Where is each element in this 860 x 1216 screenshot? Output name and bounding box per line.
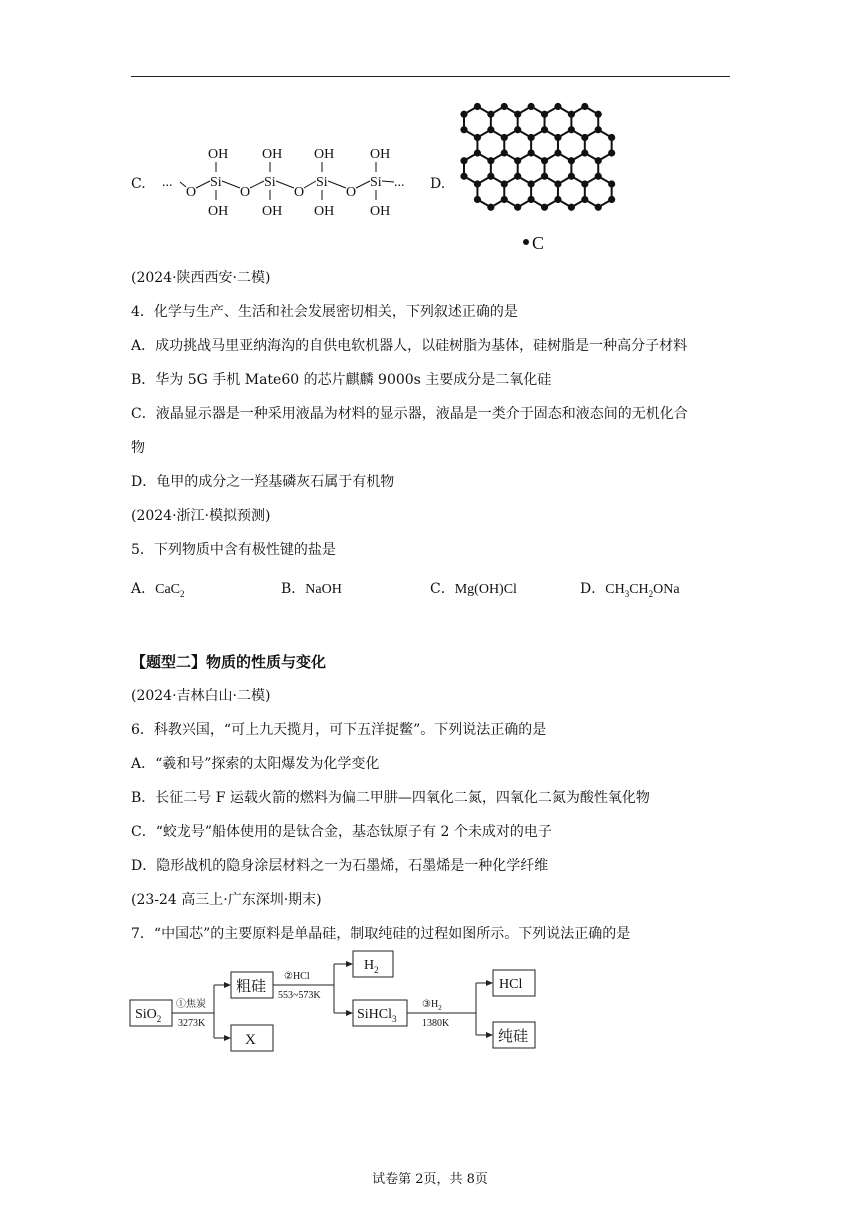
chain-oh-4-bottom: OH (370, 204, 391, 219)
carbon-atom (554, 149, 561, 156)
q6-stem: 6．科教兴国，“可上九天揽月，可下五洋捉鳖”。下列说法正确的是 (131, 722, 547, 738)
carbon-atom (595, 173, 602, 180)
carbon-atom (595, 157, 602, 164)
carbon-atom (608, 196, 615, 203)
carbon-atom (541, 111, 548, 118)
carbon-atom (581, 196, 588, 203)
step3-reagent: $③H_2$ (422, 999, 442, 1012)
chain-o-3: O (294, 185, 305, 200)
carbon-atom (528, 134, 535, 141)
q7-stem: 7．“中国芯”的主要原料是单晶硅，制取纯硅的过程如图所示。下列说法正确的是 (131, 926, 631, 942)
carbon-atom (501, 103, 508, 110)
q5-option-a-formula: CaC$_2$ (155, 582, 185, 599)
q5-option-d-formula: $CH_3CH_2ONa$ (605, 582, 680, 599)
x-label: X (245, 1032, 256, 1048)
carbon-atom (595, 126, 602, 133)
carbon-atom (595, 204, 602, 211)
step2-reagent: ②HCl (284, 971, 310, 982)
carbon-atom (608, 149, 615, 156)
carbon-atom (460, 173, 467, 180)
chain-o-2: O (240, 185, 251, 200)
q5-option-d-label: D． (580, 581, 606, 597)
carbon-atom (528, 103, 535, 110)
chain-si-1: Si (210, 175, 222, 190)
q4-option-a: A．成功挑战马里亚纳海沟的自供电软机器人，以硅树脂为基体，硅树脂是一种高分子材料 (131, 338, 688, 354)
q5-option-c-formula: Mg(OH)Cl (454, 582, 517, 597)
carbon-atom (487, 157, 494, 164)
sihcl3-label: SiHCl$_3$ (357, 1007, 397, 1024)
q5-option-c-label: C． (430, 581, 455, 597)
carbon-atom (514, 204, 521, 211)
q4-source: (2024·陕西西安·二模) (131, 270, 271, 286)
silicon-purification-flowchart (126, 946, 546, 1058)
carbon-atom (541, 157, 548, 164)
q3-option-c-label: C. (131, 176, 146, 192)
carbon-atom (568, 157, 575, 164)
h2-label: $H_2$ (364, 958, 379, 975)
carbon-atom (568, 126, 575, 133)
carbon-atom (487, 204, 494, 211)
carbon-atom (460, 157, 467, 164)
q5-option-a-label: A． (131, 581, 156, 597)
chain-si-4: Si (370, 175, 382, 190)
carbon-atom (501, 149, 508, 156)
q4-option-b: B．华为 5G 手机 Mate60 的芯片麒麟 9000s 主要成分是二氧化硅 (131, 372, 552, 388)
carbon-atom (541, 173, 548, 180)
carbon-atom (581, 149, 588, 156)
carbon-atom (514, 126, 521, 133)
q5-stem: 5．下列物质中含有极性键的盐是 (131, 542, 336, 558)
q6-option-d: D．隐形战机的隐身涂层材料之一为石墨烯，石墨烯是一种化学纤维 (131, 858, 549, 874)
crude-si-label: 粗硅 (236, 979, 267, 995)
page-footer: 试卷第 2页，共 8页 (372, 1172, 488, 1187)
q5-option-d (580, 579, 680, 604)
q5-option-b-label: B． (281, 581, 306, 597)
chain-dots-right: ... (394, 175, 405, 190)
carbon-atom (568, 173, 575, 180)
q6-option-b: B．长征二号 F 运载火箭的燃料为偏二甲肼—四氧化二氮，四氧化二氮为酸性氧化物 (131, 790, 650, 806)
chain-oh-4-top: OH (370, 147, 391, 162)
step2-temperature: 553~573K (278, 990, 321, 1001)
carbon-atom (487, 111, 494, 118)
sio2-label: SiO$_2$ (135, 1007, 162, 1024)
hcl-label: HCl (499, 977, 523, 992)
carbon-atom (581, 180, 588, 187)
chain-o-4: O (346, 185, 357, 200)
chain-o-1: O (186, 185, 197, 200)
carbon-atom (568, 204, 575, 211)
carbon-atom (581, 103, 588, 110)
step1-temperature: 3273K (178, 1018, 206, 1029)
carbon-atom (554, 103, 561, 110)
carbon-legend-dot (523, 239, 529, 245)
carbon-atom (514, 111, 521, 118)
carbon-atom (474, 196, 481, 203)
carbon-atom (501, 180, 508, 187)
chain-oh-2-bottom: OH (262, 204, 283, 219)
header-rule (131, 76, 730, 77)
q4-option-c-line1: C．液晶显示器是一种采用液晶为材料的显示器，液晶是一类介于固态和液态间的无机化合 (131, 406, 688, 422)
chain-si-3: Si (316, 175, 328, 190)
carbon-atom (501, 134, 508, 141)
carbon-atom (528, 149, 535, 156)
q5-option-c (430, 579, 517, 600)
step3-temperature: 1380K (422, 1018, 450, 1029)
q4-stem: 4．化学与生产、生活和社会发展密切相关，下列叙述正确的是 (131, 304, 518, 320)
chain-oh-1-bottom: OH (208, 204, 229, 219)
carbon-atom (554, 196, 561, 203)
carbon-atom (474, 180, 481, 187)
q6-option-a: A．“羲和号”探索的太阳爆发为化学变化 (131, 756, 380, 772)
carbon-atom (474, 134, 481, 141)
carbon-atom (460, 111, 467, 118)
chain-si-2: Si (264, 175, 276, 190)
q5-option-b-formula: NaOH (305, 582, 342, 597)
q7-source: (23-24 高三上·广东深圳·期末) (131, 892, 322, 908)
carbon-atom (541, 204, 548, 211)
carbon-atom (501, 196, 508, 203)
carbon-atom (528, 180, 535, 187)
carbon-atom (460, 126, 467, 133)
carbon-atom (608, 180, 615, 187)
chain-dots-left: ... (162, 175, 173, 190)
carbon-atom (554, 180, 561, 187)
carbon-atom (541, 126, 548, 133)
carbon-atom (595, 111, 602, 118)
carbon-atom (608, 134, 615, 141)
carbon-atom (487, 173, 494, 180)
carbon-atom (474, 149, 481, 156)
pure-si-label: 纯硅 (498, 1029, 529, 1045)
carbon-atom (514, 173, 521, 180)
carbon-atom (487, 126, 494, 133)
q6-option-c: C．“蛟龙号”船体使用的是钛合金，基态钛原子有 2 个未成对的电子 (131, 824, 552, 840)
step1-reagent: ①焦炭 (176, 999, 206, 1010)
chain-oh-2-top: OH (262, 147, 283, 162)
q4-option-c-line2: 物 (131, 440, 145, 456)
carbon-atom (528, 196, 535, 203)
q5-option-a (131, 579, 185, 604)
chain-oh-3-top: OH (314, 147, 335, 162)
carbon-atom (554, 134, 561, 141)
chain-oh-3-bottom: OH (314, 204, 335, 219)
carbon-atom (581, 134, 588, 141)
silicone-chain-structure (158, 138, 418, 226)
carbon-atom (514, 157, 521, 164)
q4-option-d: D．龟甲的成分之一羟基磷灰石属于有机物 (131, 474, 395, 490)
carbon-legend-label: C (532, 233, 545, 253)
section-title: 【题型二】物质的性质与变化 (131, 653, 327, 671)
carbon-atom (474, 103, 481, 110)
graphene-honeycomb-structure (452, 100, 630, 260)
q5-option-b (281, 579, 342, 600)
chain-oh-1-top: OH (208, 147, 229, 162)
q6-source: (2024·吉林白山·二模) (131, 688, 271, 704)
q5-source: (2024·浙江·模拟预测) (131, 508, 271, 524)
carbon-atom (568, 111, 575, 118)
q3-option-d-label: D. (430, 176, 446, 192)
